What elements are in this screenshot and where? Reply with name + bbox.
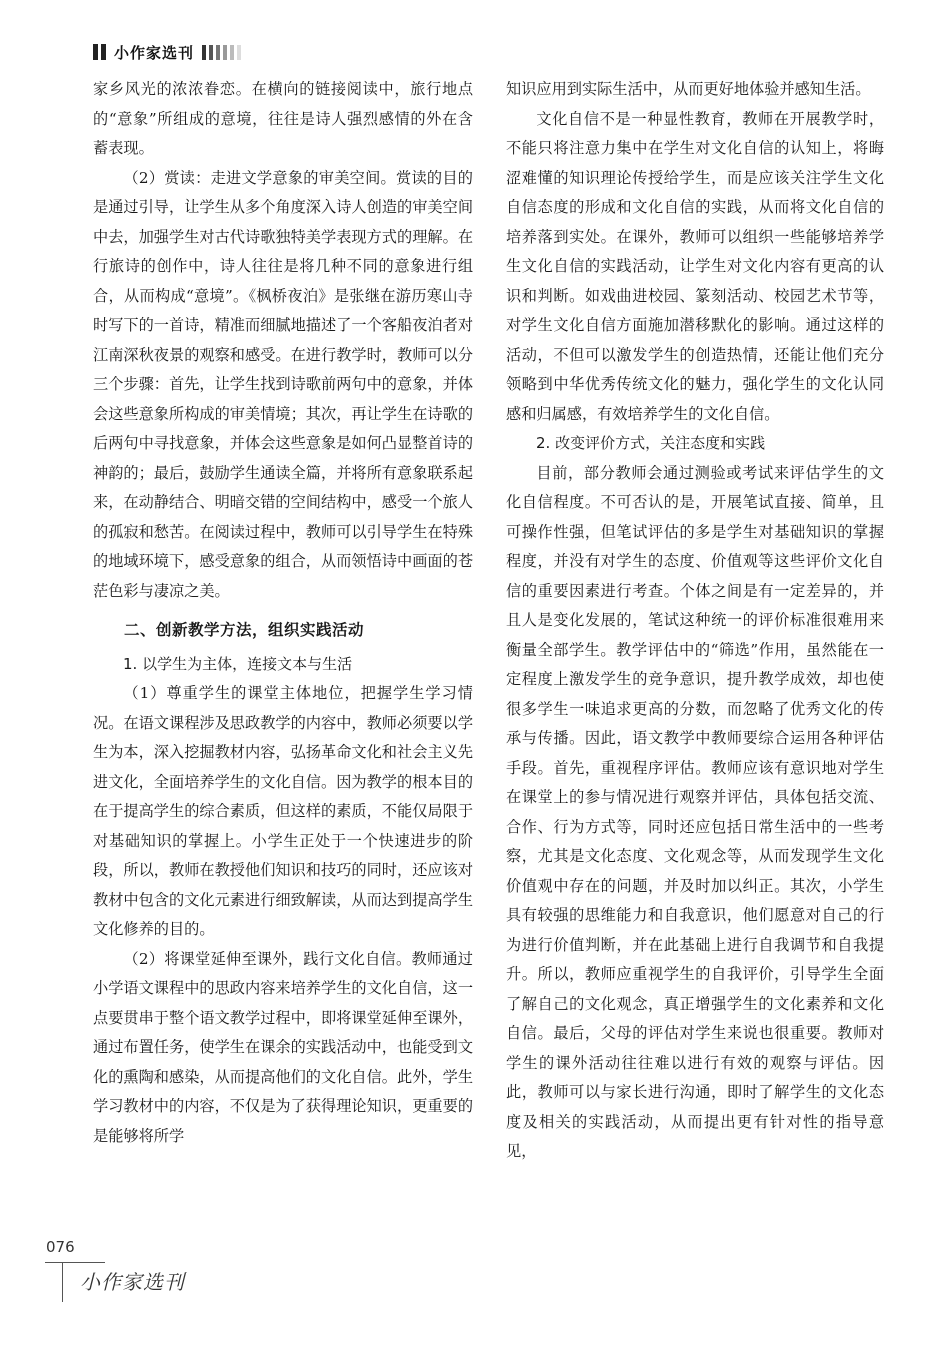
footer-rule bbox=[45, 1262, 105, 1263]
subsection-heading: 1. 以学生为主体，连接文本与生活 bbox=[123, 654, 353, 673]
paragraph: （2）将课堂延伸至课外，践行文化自信。教师通过小学语文课程中的思政内容来培养学生的文化自信，这一点要贯串于整个语文教学过程中，即将课堂延伸至课外，通过布置任务，使学生在课余的实践活动中，也能受到文化的熏陶和感染，从而提高他们的文化自信。此外，学生学习教材中的内容，不仅是为了获得理论知识，更重要的是能够将所学 bbox=[93, 949, 473, 1145]
running-header bbox=[93, 42, 241, 62]
paragraph: （2）赏读：走进文学意象的审美空间。赏读的目的是通过引导，让学生从多个角度深入诗人创造的审美空间中去，加强学生对古代诗歌独特美学表现方式的理解。在行旅诗的创作中，诗人往往是将几种不同的意象进行组合，从而构成“意境”。《枫桥夜泊》是张继在游历寒山寺时写下的一首诗，精准而细腻地描述了一个客船夜泊者对江南深秋夜景的观察和感受。在进行教学时，教师可以分三个步骤：首先，让学生找到诗歌前两句中的意象，并体会这些意象所构成的审美情境；其次，再让学生在诗歌的后两句中寻找意象，并体会这些意象是如何凸显整首诗的神韵的；最后，鼓励学生通读全篇，并将所有意象联系起来，在动静结合、明暗交错的空间结构中，感受一个旅人的孤寂和愁苦。在阅读过程中，教师可以引导学生在特殊的地域环境下，感受意象的组合，从而领悟诗中画面的苍茫色彩与凄凉之美。 bbox=[93, 168, 473, 600]
paragraph: 目前，部分教师会通过测验或考试来评估学生的文化自信程度。不可否认的是，开展笔试直接、简单，且可操作性强，但笔试评估的多是学生对基础知识的掌握程度，并没有对学生的态度、价值观等这些评价文化自信的重要因素进行考查。个体之间是有一定差异的，并且人是变化发展的，笔试这种统一的评价标准很难用来衡量全部学生。教学评估中的“筛选”作用，虽然能在一定程度上激发学生的竞争意识，提升教学成效，却也使很多学生一味追求更高的分数，而忽略了优秀文化的传承与传播。因此，语文教学中教师要综合运用各种评估手段。首先，重视程序评估。教师应该有意识地对学生在课堂上的参与情况进行观察并评估，具体包括交流、合作、行为方式等，同时还应包括日常生活中的一些考察，尤其是文化态度、文化观念等，从而发现学生文化价值观中存在的问题，并及时加以纠正。其次，小学生具有较强的思维能力和自我意识，他们愿意对自己的行为进行价值判断，并在此基础上进行自我调节和自我提升。所以，教师应重视学生的自我评价，引导学生全面了解自己的文化观念，真正增强学生的文化素养和文化自信。最后，父母的评估对学生来说也很重要。教师对学生的课外活动往往难以进行有效的观察与评估。因此，教师可以与家长进行沟通，即时了解学生的文化态度及相关的实践活动，从而提出更有针对性的指导意见， bbox=[506, 463, 884, 1160]
paragraph: 文化自信不是一种显性教育，教师在开展教学时，不能只将注意力集中在学生对文化自信的认知上，将晦涩难懂的知识理论传授给学生，而是应该关注学生文化自信态度的形成和文化自信的实践，从而将文化自信的培养落到实处。在课外，教师可以组织一些能够培养学生文化自信的实践活动，让学生对文化内容有更高的认识和判断。如戏曲进校园、篆刻活动、校园艺术节等，对学生文化自信方面施加潜移默化的影响。通过这样的活动，不但可以激发学生的创造热情，还能让他们充分领略到中华优秀传统文化的魅力，强化学生的文化认同感和归属感，有效培养学生的文化自信。 bbox=[506, 109, 884, 423]
header-bars-left-icon bbox=[93, 44, 106, 60]
journal-title: 小作家选刊 bbox=[114, 43, 195, 62]
paragraph: 家乡风光的浓浓眷恋。在横向的链接阅读中，旅行地点的“意象”所组成的意境，往往是诗人强烈感情的外在含蓄表现。 bbox=[93, 80, 473, 157]
paragraph: 知识应用到实际生活中，从而更好地体验并感知生活。 bbox=[506, 80, 871, 98]
page-number: 076 bbox=[46, 1238, 75, 1256]
header-bars-right-icon bbox=[202, 45, 241, 60]
section-heading: 二、创新教学方法，组织实践活动 bbox=[124, 621, 365, 639]
subsection-heading: 2. 改变评价方式，关注态度和实践 bbox=[536, 434, 766, 452]
right-column bbox=[506, 75, 884, 1167]
footer-logo-text: 小作家选刊 bbox=[80, 1270, 185, 1294]
footer-logo bbox=[80, 1266, 185, 1295]
footer-rule-vertical bbox=[62, 1262, 63, 1302]
paragraph: （1）尊重学生的课堂主体地位，把握学生学习情况。在语文课程涉及思政教学的内容中，教师必须要以学生为本，深入挖掘教材内容，弘扬革命文化和社会主义先进文化，全面培养学生的文化自信。因为教学的根本目的在于提高学生的综合素质，但这样的素质，不能仅局限于对基础知识的掌握上。小学生正处于一个快速进步的阶段，所以，教师在教授他们知识和技巧的同时，还应该对教材中包含的文化元素进行细致解读，从而达到提高学生文化修养的目的。 bbox=[93, 684, 473, 938]
left-column bbox=[93, 75, 473, 1151]
